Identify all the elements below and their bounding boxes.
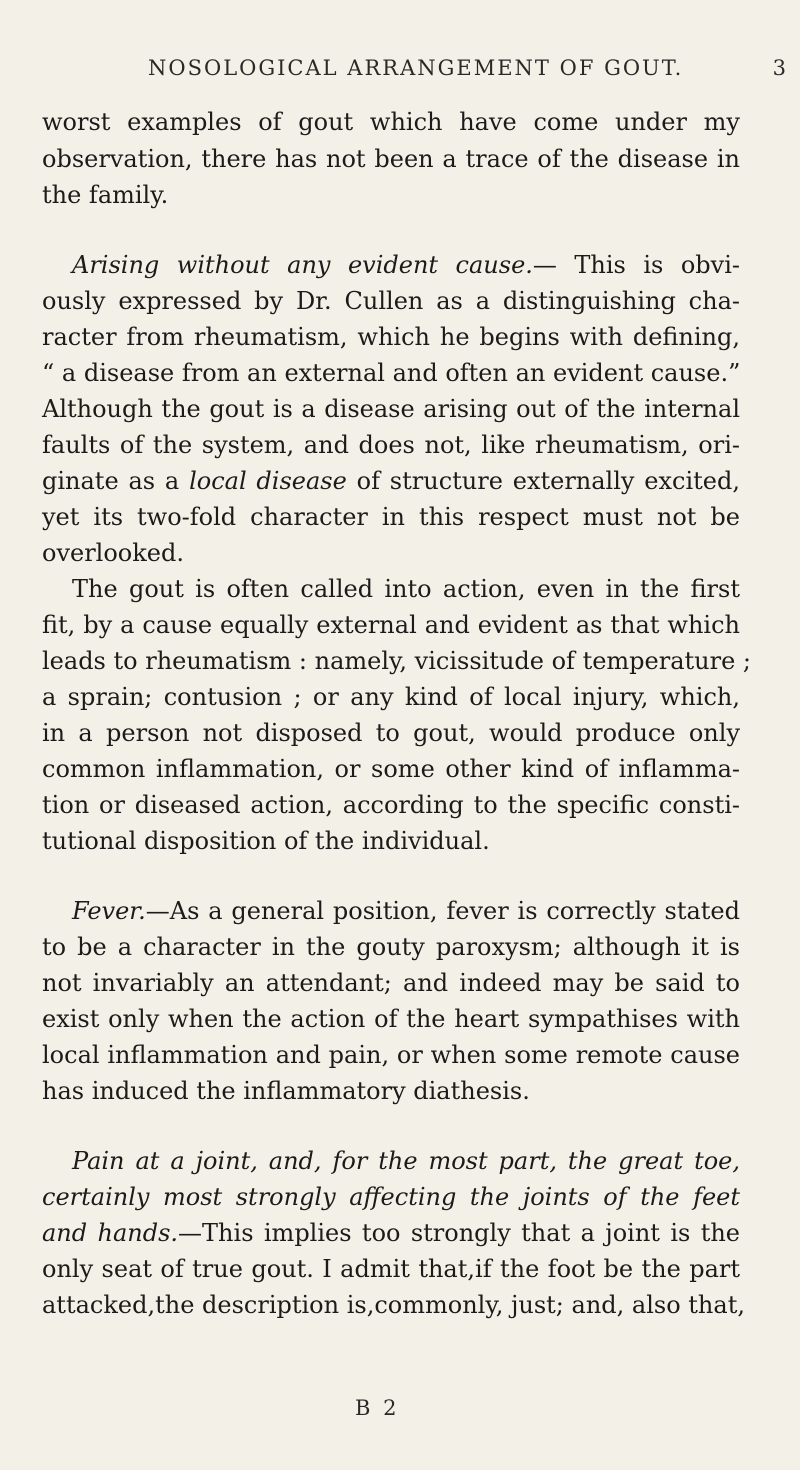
text-line: “ a disease from an external and often an evident cause.” [42,359,741,387]
text-line: Fever.—As a general position, fever is correctly stated [72,897,740,925]
section-heading: Fever. [72,897,146,925]
text-line: in a person not disposed to gout, would produce only [42,719,740,747]
section-heading: Pain at a joint, and, for the most part, the great toe, [72,1147,740,1175]
text-line: yet its two-fold character in this respect must not be [42,503,740,531]
text-line: The gout is often called into action, even in the first [72,575,740,603]
running-header [148,56,788,86]
text-line: not invariably an attendant; and indeed may be said to [42,969,740,997]
text-line: tion or diseased action, according to the specific consti- [42,791,740,819]
text-line: Although the gout is a disease arising out of the internal [42,395,740,423]
text-line [0,1143,800,1179]
text-line: the family. [42,181,169,209]
text-line: ginate as a local disease of structure externally excited, [42,467,740,495]
text-line: exist only when the action of the heart sympathises with [42,1005,740,1033]
text-line: common inflammation, or some other kind of inflamma- [42,755,740,783]
text-line: and hands.—This implies too strongly that a joint is the [42,1219,740,1247]
text-line: overlooked. [42,539,184,567]
text-line: tutional disposition of the individual. [42,827,490,855]
text-line: Arising without any evident cause.— This is obvi- [72,251,740,279]
text-line: worst examples of gout which have come under my [42,108,740,136]
text-line: has induced the inflammatory diathesis. [42,1077,530,1105]
text-line: fit, by a cause equally external and evident as that which [42,611,740,639]
text-line: faults of the system, and does not, like rheumatism, ori- [42,431,740,459]
text-line: to be a character in the gouty paroxysm; although it is [42,933,740,961]
section-heading: Arising without any evident cause. [72,251,533,279]
text-line: attacked,the description is,commonly, just; and, also that, [42,1291,745,1319]
text-line: racter from rheumatism, which he begins with defining, [42,323,740,351]
text-line: ously expressed by Dr. Cullen as a distinguishing cha- [42,287,740,315]
running-title: NOSOLOGICAL ARRANGEMENT OF GOUT. [148,56,684,80]
text-line: leads to rheumatism : namely, vicissitude of temperature ; [42,647,752,675]
text-line: only seat of true gout. I admit that,if the foot be the part [42,1255,740,1283]
text-line: observation, there has not been a trace of the disease in [42,145,740,173]
signature-mark: B 2 [355,1396,400,1420]
page-number: 3 [772,56,788,80]
text-line: certainly most strongly affecting the joints of the feet [42,1183,740,1211]
text-line: a sprain; contusion ; or any kind of local injury, which, [42,683,740,711]
text-line: local inflammation and pain, or when some remote cause [42,1041,740,1069]
